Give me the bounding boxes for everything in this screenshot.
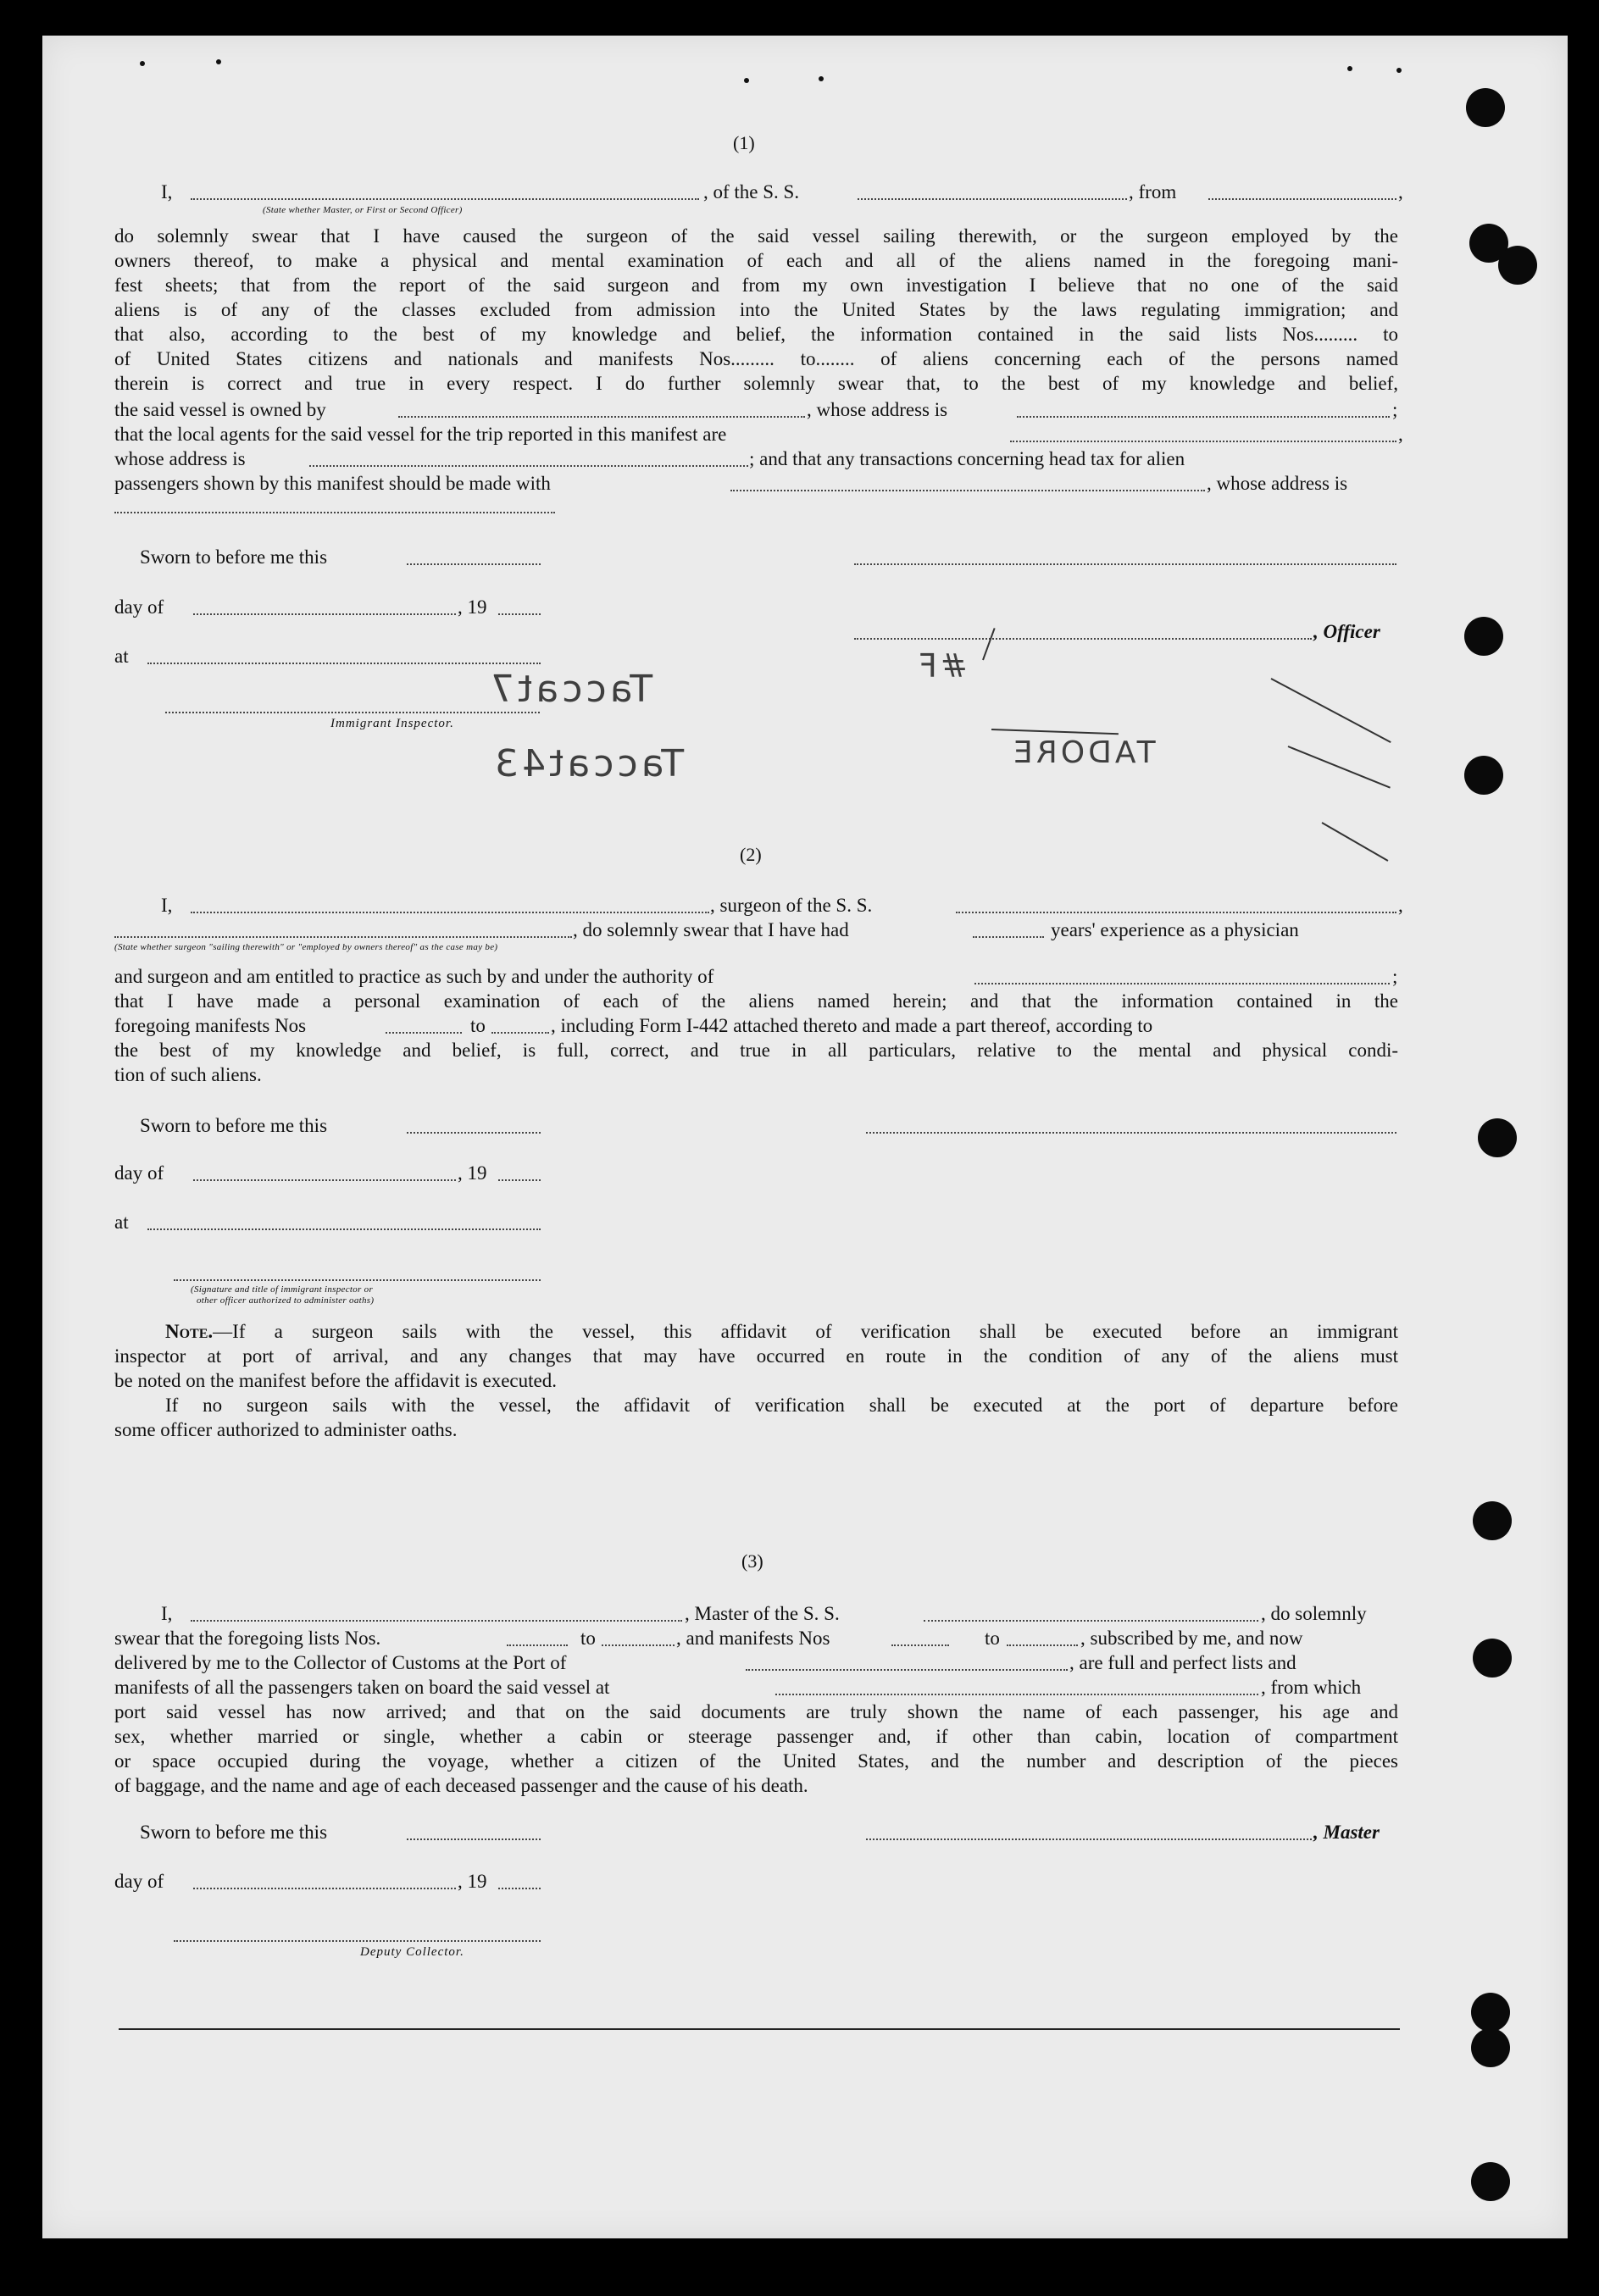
speck: [1347, 66, 1352, 71]
surgeon-type-field[interactable]: [114, 936, 572, 938]
agents-field[interactable]: [1010, 441, 1396, 442]
paragraph-line: fest sheets; that from the report of the said surgeon and from my own investigation I believe that no one of the said: [114, 275, 1398, 296]
manifests-label: foregoing manifests Nos: [114, 1015, 307, 1036]
at-label: at: [114, 1212, 129, 1233]
paragraph-line: aliens is of any of the classes excluded from admission into the United States by the laws regulating immigration; and: [114, 299, 1398, 320]
ss-label: , of the S. S.: [703, 181, 800, 202]
paragraph-line: of United States citizens and nationals and manifests Nos......... to........ of aliens concerning each of the persons named: [114, 348, 1398, 369]
authority-field[interactable]: [974, 983, 1390, 984]
signature-caption: other officer authorized to administer oaths): [197, 1295, 375, 1306]
month-field[interactable]: [193, 613, 456, 615]
departure-port-field[interactable]: [775, 1694, 1258, 1695]
binder-hole: [1466, 88, 1505, 127]
head-tax-contact-field[interactable]: [730, 490, 1205, 491]
handwritten-mark: #F: [915, 647, 968, 685]
perfect-lists-label: , are full and perfect lists and: [1069, 1652, 1296, 1673]
instruction-caption: (State whether Master, or First or Second Officer): [263, 205, 463, 215]
day-of-label: day of: [114, 1162, 164, 1184]
speck: [216, 59, 221, 64]
at-label: at: [114, 646, 129, 667]
note-paragraph: [114, 1319, 1398, 1442]
manifest-to-field[interactable]: [491, 1032, 549, 1034]
reversed-stamp: TADORE: [1010, 735, 1156, 770]
paragraph-line: that I have made a personal examination of each of the aliens named herein; and that the information contained in the: [114, 990, 1398, 1012]
solemnly-label: , do solemnly: [1261, 1603, 1367, 1624]
paragraph-line: or space occupied during the voyage, whether a citizen of the United States, and the number and description of the pieces: [114, 1750, 1398, 1772]
officer-label: , Officer: [1313, 621, 1380, 642]
binder-hole: [1464, 617, 1503, 656]
master-name-field[interactable]: [191, 1620, 682, 1622]
sworn-day-field[interactable]: [407, 1838, 541, 1840]
ship-name-field[interactable]: [924, 1620, 1258, 1622]
sworn-label: Sworn to before me this: [140, 1115, 328, 1136]
year-label: , 19: [458, 1162, 487, 1184]
from-which-label: , from which: [1261, 1677, 1362, 1698]
year-label: , 19: [458, 596, 487, 618]
collector-signature-line[interactable]: [174, 1940, 541, 1942]
instruction-caption: (State whether surgeon "sailing therewith" or "employed by owners thereof" as the case may be): [114, 942, 498, 952]
month-field[interactable]: [193, 1888, 456, 1889]
deputy-collector-caption: Deputy Collector.: [360, 1945, 464, 1959]
manifests-from-field[interactable]: [891, 1644, 949, 1646]
paragraph-line: that also, according to the best of my knowledge and belief, the information contained in the said lists Nos......... to: [114, 324, 1398, 345]
to-label: to: [985, 1628, 1000, 1649]
ship-name-field[interactable]: [858, 198, 1127, 200]
signature-line[interactable]: [854, 563, 1396, 565]
sworn-label: Sworn to before me this: [140, 1822, 328, 1843]
inspector-caption: Immigrant Inspector.: [330, 717, 454, 730]
subscribed-label: , subscribed by me, and now: [1080, 1628, 1303, 1649]
year-label: , 19: [458, 1871, 487, 1892]
year-field[interactable]: [498, 1888, 541, 1889]
binder-hole: [1471, 2162, 1510, 2201]
year-field[interactable]: [498, 613, 541, 615]
speck: [1396, 68, 1402, 73]
signature-caption: (Signature and title of immigrant inspector or: [191, 1284, 374, 1295]
speck: [744, 78, 749, 83]
paragraph-line: of baggage, and the name and age of each deceased passenger and the cause of his death.: [114, 1775, 808, 1796]
comma: ,: [1398, 424, 1403, 445]
agents-address-field[interactable]: [309, 465, 748, 467]
owner-field[interactable]: [398, 416, 805, 418]
day-of-label: day of: [114, 1871, 164, 1892]
surgeon-name-field[interactable]: [191, 912, 709, 913]
head-tax-label: ; and that any transactions concerning head tax for alien: [749, 448, 1185, 469]
oath-paragraph-2b: [114, 1038, 1398, 1062]
ship-name-field[interactable]: [956, 912, 1396, 913]
oath-paragraph-1: [114, 224, 1398, 396]
official-signature-line[interactable]: [174, 1279, 541, 1281]
manifests-to-field[interactable]: [1007, 1644, 1078, 1646]
master-sig-label: , Master: [1313, 1822, 1380, 1843]
years-field[interactable]: [973, 936, 1044, 938]
comma: ,: [1398, 895, 1403, 916]
section-number: (3): [741, 1550, 763, 1572]
inspector-signature-line[interactable]: [165, 712, 540, 713]
note-text: —If a surgeon sails with the vessel, this affidavit of verification shall be executed before an immigrant: [213, 1321, 1398, 1342]
to-label: to: [580, 1628, 596, 1649]
binder-hole: [1498, 246, 1537, 285]
section-number: (1): [733, 132, 755, 153]
manifests-label: , and manifests Nos: [676, 1628, 830, 1649]
from-label: , from: [1129, 181, 1177, 202]
manifest-from-field[interactable]: [386, 1032, 462, 1034]
binder-hole: [1473, 1639, 1512, 1678]
speck: [140, 61, 145, 66]
i-label: I,: [161, 895, 173, 916]
paragraph-line: [114, 1319, 1398, 1344]
paragraph-line: port said vessel has now arrived; and that on the said documents are truly shown the name of each passenger, his age and: [114, 1701, 1398, 1722]
i-label: I,: [161, 181, 173, 202]
place-field[interactable]: [147, 663, 541, 664]
paragraph-line: inspector at port of arrival, and any changes that may have occurred en route in the condition of any of the aliens must: [114, 1345, 1398, 1367]
authority-label: and surgeon and am entitled to practice as such by and under the authority of: [114, 966, 714, 987]
form-label: , including Form I-442 attached thereto and made a part thereof, according to: [551, 1015, 1153, 1036]
oath-paragraph-2: [114, 989, 1398, 1013]
from-port-field[interactable]: [1208, 198, 1396, 200]
speck: [819, 76, 824, 81]
sworn-day-field[interactable]: [407, 563, 541, 565]
lists-to-field[interactable]: [602, 1644, 675, 1646]
master-name-field[interactable]: [191, 198, 699, 200]
manifests-passengers-label: manifests of all the passengers taken on board the said vessel at: [114, 1677, 610, 1698]
section-number: (2): [740, 844, 762, 865]
collector-label: delivered by me to the Collector of Customs at the Port of: [114, 1652, 567, 1673]
binder-hole: [1471, 2028, 1510, 2067]
paragraph-line: be noted on the manifest before the affidavit is executed.: [114, 1370, 557, 1391]
month-field[interactable]: [193, 1179, 456, 1181]
binder-hole: [1471, 1993, 1510, 2032]
master-signature-line[interactable]: [866, 1838, 1312, 1840]
day-of-label: day of: [114, 596, 164, 618]
paragraph-line: some officer authorized to administer oaths.: [114, 1419, 458, 1440]
paragraph-line: sex, whether married or single, whether a cabin or steerage passenger and, if other than cabin, location of compartment: [114, 1726, 1398, 1747]
comma: ,: [1398, 181, 1403, 202]
surgeon-signature-line[interactable]: [866, 1132, 1396, 1134]
owner-address-field[interactable]: [1017, 416, 1390, 418]
paragraph-line: do solemnly swear that I have caused the surgeon of the said vessel sailing therewith, or the surgeon employed by the: [114, 225, 1398, 247]
bottom-rule: [119, 2028, 1400, 2030]
passengers-label: passengers shown by this manifest should be made with: [114, 473, 551, 494]
semicolon: ;: [1392, 399, 1398, 420]
binder-hole: [1473, 1501, 1512, 1540]
paragraph-line: owners thereof, to make a physical and mental examination of each and all of the aliens named in the foregoing mani-: [114, 250, 1398, 271]
sworn-label: Sworn to before me this: [140, 546, 328, 568]
paragraph-line: the best of my knowledge and belief, is full, correct, and true in all particulars, relative to the mental and physical condi-: [114, 1040, 1398, 1061]
solemnly-label: , do solemnly swear that I have had: [573, 919, 849, 940]
paragraph-line: If no surgeon sails with the vessel, the affidavit of verification shall be executed at the port of departure before: [165, 1395, 1398, 1416]
paragraph-line: therein is correct and true in every respect. I do further solemnly swear that, to the best of my knowledge and belief,: [114, 373, 1398, 394]
to-label: to: [470, 1015, 486, 1036]
oath-paragraph-3: [114, 1700, 1398, 1798]
years-label: years' experience as a physician: [1051, 919, 1299, 940]
binder-hole: [1464, 756, 1503, 795]
port-field[interactable]: [746, 1669, 1068, 1671]
lists-from-field[interactable]: [507, 1644, 568, 1646]
i-label: I,: [161, 1603, 173, 1624]
whose-address-label: , whose address is: [807, 399, 948, 420]
surgeon-label: , surgeon of the S. S.: [710, 895, 873, 916]
year-field[interactable]: [498, 1179, 541, 1181]
owned-by-label: the said vessel is owned by: [114, 399, 326, 420]
reversed-stamp: Taccat7: [487, 668, 653, 711]
master-label: , Master of the S. S.: [685, 1603, 840, 1624]
paragraph-line: tion of such aliens.: [114, 1064, 262, 1085]
lists-label: swear that the foregoing lists Nos.: [114, 1628, 381, 1649]
officer-signature-line[interactable]: [854, 638, 1312, 640]
reversed-stamp: Taccat43: [491, 742, 685, 785]
contact-address-field[interactable]: [114, 512, 555, 513]
note-label: Note.: [165, 1321, 214, 1342]
whose-address-label: , whose address is: [1207, 473, 1348, 494]
place-field[interactable]: [147, 1228, 541, 1230]
binder-hole: [1478, 1118, 1517, 1157]
whose-address-label: whose address is: [114, 448, 246, 469]
semicolon: ;: [1392, 966, 1398, 987]
sworn-day-field[interactable]: [407, 1132, 541, 1134]
local-agents-label: that the local agents for the said vessel for the trip reported in this manifest are: [114, 424, 727, 445]
